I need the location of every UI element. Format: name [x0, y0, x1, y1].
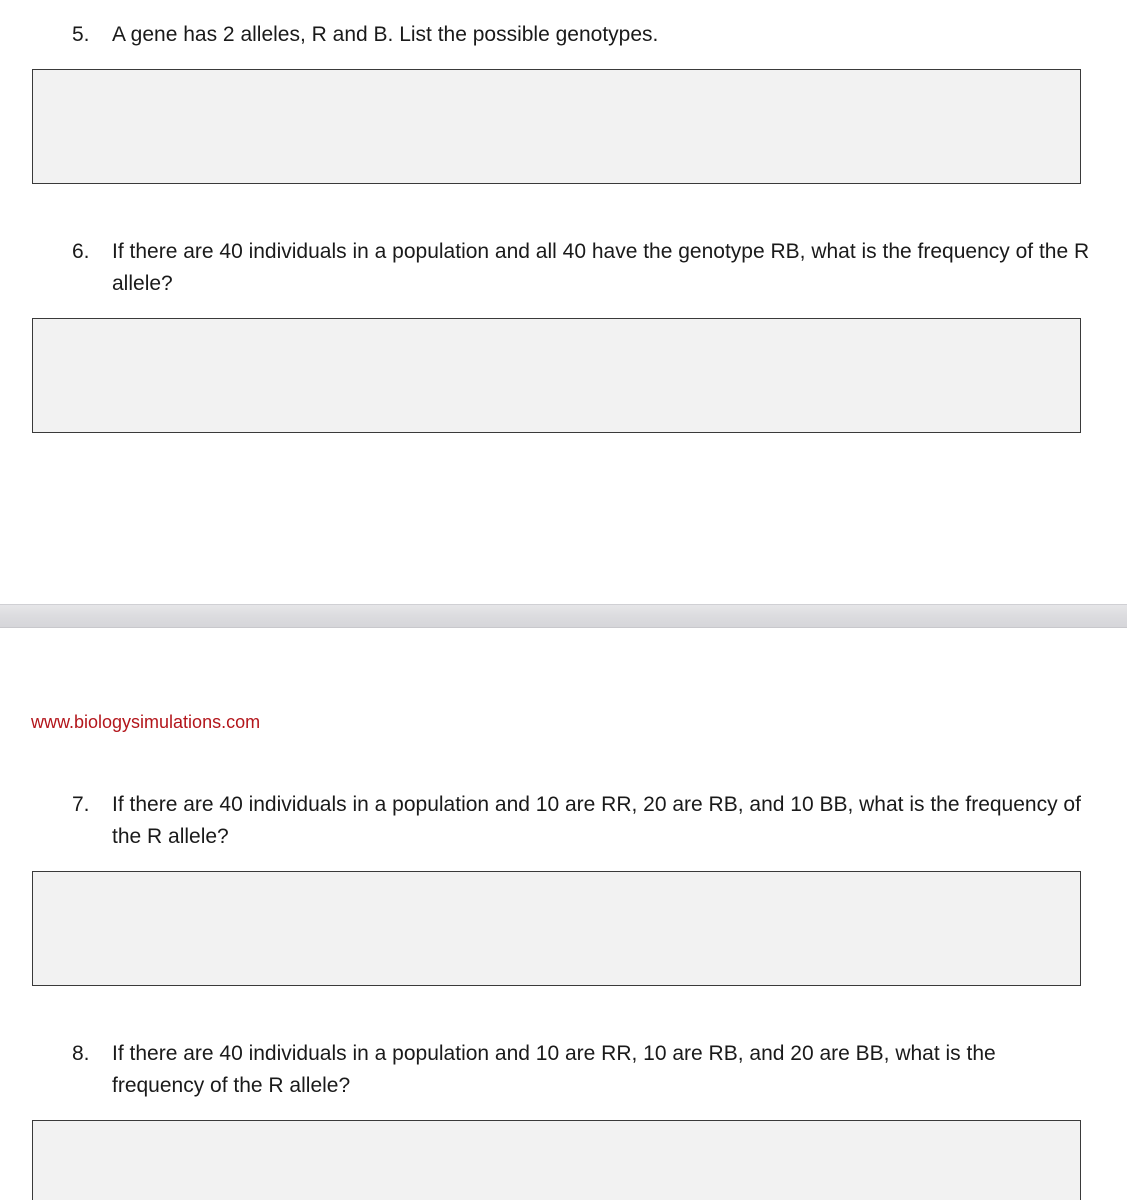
- document-page-2: [0, 628, 1127, 1200]
- question-number: 5.: [72, 23, 90, 46]
- question-number: 8.: [72, 1042, 90, 1065]
- question-text: If there are 40 individuals in a population and all 40 have the genotype RB, what is the frequency of the R allele?: [112, 240, 1090, 295]
- answer-box-8[interactable]: [32, 1120, 1081, 1200]
- answer-box-7[interactable]: [32, 871, 1081, 986]
- question-text: If there are 40 individuals in a population and 10 are RR, 10 are RB, and 20 are BB, what is the frequency of the R allele?: [112, 1042, 996, 1097]
- question-text: A gene has 2 alleles, R and B. List the possible genotypes.: [112, 23, 659, 46]
- question-number: 7.: [72, 793, 90, 816]
- website-header: www.biologysimulations.com: [31, 712, 261, 732]
- answer-box-5[interactable]: [32, 69, 1081, 184]
- question-8: [72, 1038, 1092, 1102]
- question-text: If there are 40 individuals in a population and 10 are RR, 20 are RB, and 10 BB, what is the frequency of the R allele?: [112, 793, 1081, 848]
- question-number: 6.: [72, 240, 90, 263]
- question-5: [72, 19, 1092, 51]
- page-separator: [0, 604, 1127, 628]
- question-7: [72, 789, 1092, 853]
- question-6: [72, 236, 1092, 300]
- answer-box-6[interactable]: [32, 318, 1081, 433]
